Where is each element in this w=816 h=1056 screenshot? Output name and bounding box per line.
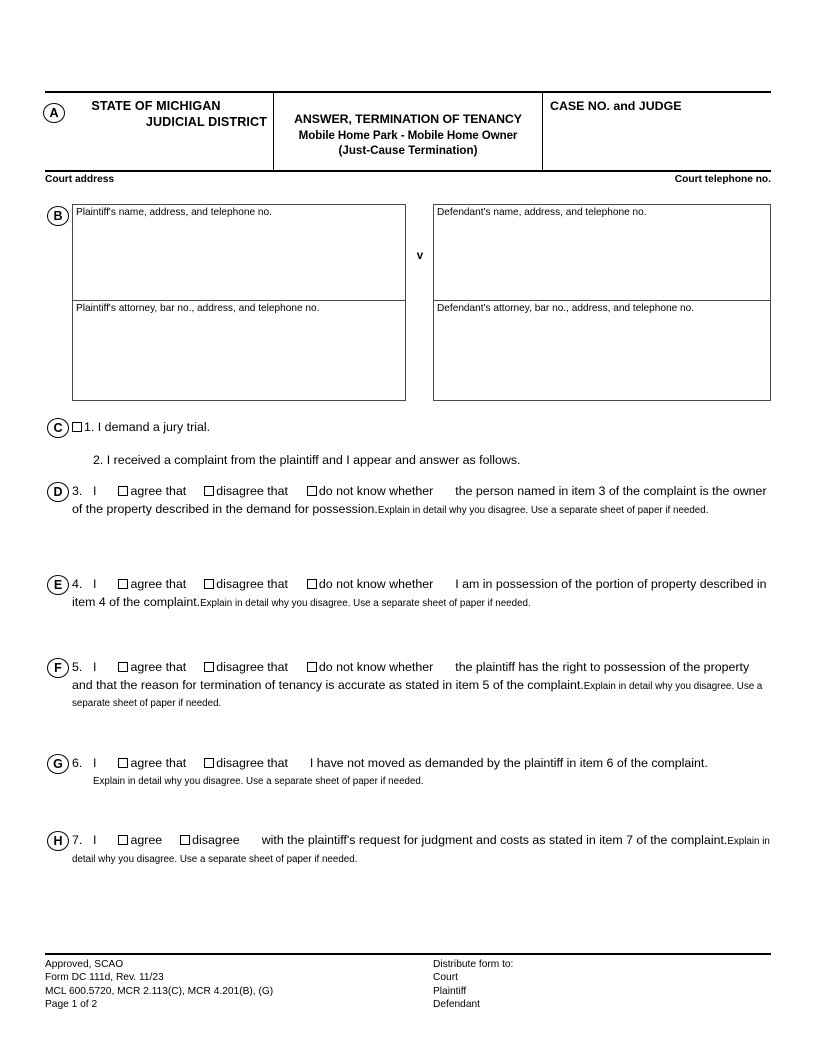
marker-c: C (47, 418, 69, 438)
form-title-cell (273, 93, 543, 172)
case-number-label: CASE NO. and JUDGE (550, 99, 682, 113)
item-4-unknown-label: do not know whether (318, 577, 434, 591)
footer-right-column (433, 958, 733, 1011)
item-4-explain: Explain in detail why you disagree. Use a separate sheet of paper if needed. (200, 597, 531, 609)
judicial-district-label: JUDICIAL DISTRICT (145, 115, 267, 129)
item-6-disagree-option[interactable] (204, 755, 288, 773)
state-of-michigan-label: STATE OF MICHIGAN (91, 99, 221, 113)
item-3-disagree-checkbox[interactable] (204, 486, 214, 496)
defendant-box[interactable] (433, 204, 771, 301)
item-6-explain: Explain in detail why you disagree. Use a separate sheet of paper if needed. (93, 775, 424, 787)
item-6-lead: I (93, 756, 97, 770)
footer-left-column (45, 958, 425, 1011)
item-4-options-line (72, 576, 771, 611)
item-4-agree-option[interactable] (118, 576, 186, 594)
item-3-disagree-option[interactable] (204, 483, 288, 501)
item-7-options-line (72, 832, 771, 867)
item-5-unknown-option[interactable] (307, 659, 433, 677)
item-6-options-line (72, 755, 771, 773)
item-5-unknown-label: do not know whether (318, 660, 434, 674)
item-6-number: 6. (72, 756, 83, 770)
item-5-agree-checkbox[interactable] (118, 662, 128, 672)
item-5 (72, 659, 771, 712)
item-6-agree-option[interactable] (118, 755, 186, 773)
item-7-lead: I (93, 833, 97, 847)
court-identification-cell (45, 93, 273, 172)
item-5-lead: I (93, 660, 97, 674)
footer-distribute-plaintiff: Plaintiff (433, 985, 467, 997)
item-3-number: 3. (72, 484, 83, 498)
item-6-disagree-label: disagree that (216, 756, 288, 770)
defendant-attorney-box-label: Defendant's attorney, bar no., address, and telephone no. (437, 303, 695, 314)
item-5-disagree-label: disagree that (216, 660, 288, 674)
item-5-explain: Explain in detail why you disagree. Use a separate sheet of paper if needed. (72, 680, 763, 709)
marker-e: E (47, 575, 69, 595)
footer-divider (45, 953, 771, 955)
item-3-agree-checkbox[interactable] (118, 486, 128, 496)
plaintiff-box[interactable] (72, 204, 406, 301)
item-5-disagree-option[interactable] (204, 659, 288, 677)
item-4-disagree-label: disagree that (216, 577, 288, 591)
item-5-options-line (72, 659, 771, 712)
item-2-text: I received a complaint from the plaintiff and I appear and answer as follows. (106, 453, 521, 467)
item-3 (72, 483, 771, 518)
court-address-label: Court address (45, 174, 115, 185)
defendant-box-label: Defendant's name, address, and telephone no. (437, 207, 647, 218)
footer-distribute-heading: Distribute form to: (433, 959, 514, 970)
item-1-checkbox[interactable] (72, 422, 82, 432)
item-3-options-line (72, 483, 771, 518)
marker-f: F (47, 658, 69, 678)
item-4-disagree-checkbox[interactable] (204, 579, 214, 589)
footer-page-number: Page 1 of 2 (45, 998, 98, 1010)
item-7-disagree-label: disagree (192, 833, 240, 847)
form-title-sub2: (Just-Cause Termination) (338, 144, 478, 157)
case-number-cell[interactable] (543, 93, 771, 172)
item-6-disagree-checkbox[interactable] (204, 758, 214, 768)
item-3-unknown-checkbox[interactable] (307, 486, 317, 496)
item-4-lead: I (93, 577, 97, 591)
item-4-agree-checkbox[interactable] (118, 579, 128, 589)
form-title-sub: Mobile Home Park - Mobile Home Owner (298, 129, 518, 142)
item-7-explain: Explain in detail why you disagree. Use a separate sheet of paper if needed. (72, 836, 770, 865)
item-5-disagree-checkbox[interactable] (204, 662, 214, 672)
item-4-number: 4. (72, 577, 83, 591)
item-1-line (72, 419, 771, 437)
versus-separator: v (416, 250, 424, 262)
plaintiff-attorney-box-label: Plaintiff's attorney, bar no., address, and telephone no. (76, 303, 320, 314)
court-telephone-label: Court telephone no. (674, 174, 771, 185)
item-3-disagree-label: disagree that (216, 484, 288, 498)
item-1 (72, 419, 771, 437)
item-6-body: I have not moved as demanded by the plaintiff in item 6 of the complaint. (309, 756, 708, 770)
item-4 (72, 576, 771, 611)
marker-g: G (47, 754, 69, 774)
item-7-disagree-checkbox[interactable] (180, 835, 190, 845)
item-2-line (93, 452, 771, 470)
item-4-body: I am in possession of the portion of property described in item 4 of the complaint. (72, 577, 767, 609)
item-3-unknown-option[interactable] (307, 483, 433, 501)
item-5-unknown-checkbox[interactable] (307, 662, 317, 672)
item-5-body: the plaintiff has the right to possession of the property and that the reason for termination of tenancy is accurate as stated in item 5 of the complaint. (72, 660, 750, 692)
form-page (45, 0, 771, 1056)
defendant-attorney-box[interactable] (433, 300, 771, 401)
item-3-agree-label: agree that (130, 484, 187, 498)
item-4-disagree-option[interactable] (204, 576, 288, 594)
marker-b: B (47, 206, 69, 226)
item-3-unknown-label: do not know whether (318, 484, 434, 498)
item-4-unknown-option[interactable] (307, 576, 433, 594)
item-7-agree-label: agree (130, 833, 163, 847)
item-7-body: with the plaintiff's request for judgment and costs as stated in item 7 of the complaint. (261, 833, 728, 847)
item-5-agree-option[interactable] (118, 659, 186, 677)
item-3-agree-option[interactable] (118, 483, 186, 501)
item-6 (72, 755, 771, 789)
court-address-strip (45, 170, 771, 188)
plaintiff-attorney-box[interactable] (72, 300, 406, 401)
footer-distribute-defendant: Defendant (433, 998, 481, 1010)
footer-distribute-court: Court (433, 972, 458, 984)
footer-approved-scao: Approved, SCAO (45, 959, 124, 970)
footer-statute-citations: MCL 600.5720, MCR 2.113(C), MCR 4.201(B), (G) (45, 985, 274, 997)
footer-form-number: Form DC 111d, Rev. 11/23 (45, 972, 164, 984)
item-7-disagree-option[interactable] (180, 832, 240, 850)
header-table (45, 91, 771, 170)
item-4-agree-label: agree that (130, 577, 187, 591)
item-2 (72, 452, 771, 470)
item-3-body: the person named in item 3 of the complaint is the owner of the property described in the demand for possession. (72, 484, 767, 516)
item-7-number: 7. (72, 833, 83, 847)
item-7 (72, 832, 771, 867)
item-5-number: 5. (72, 660, 83, 674)
form-title-main: ANSWER, TERMINATION OF TENANCY (294, 112, 522, 126)
item-4-unknown-checkbox[interactable] (307, 579, 317, 589)
item-6-agree-label: agree that (130, 756, 187, 770)
item-6-agree-checkbox[interactable] (118, 758, 128, 768)
item-1-number: 1. (84, 420, 95, 434)
item-7-agree-option[interactable] (118, 832, 162, 850)
item-3-explain: Explain in detail why you disagree. Use a separate sheet of paper if needed. (377, 504, 709, 516)
item-3-lead: I (93, 484, 97, 498)
item-1-text: I demand a jury trial. (97, 420, 211, 434)
item-7-agree-checkbox[interactable] (118, 835, 128, 845)
marker-d: D (47, 482, 69, 502)
plaintiff-box-label: Plaintiff's name, address, and telephone no. (76, 207, 272, 218)
marker-a: A (43, 103, 65, 123)
item-5-agree-label: agree that (130, 660, 187, 674)
marker-h: H (47, 831, 69, 851)
item-2-number: 2. (93, 453, 104, 467)
